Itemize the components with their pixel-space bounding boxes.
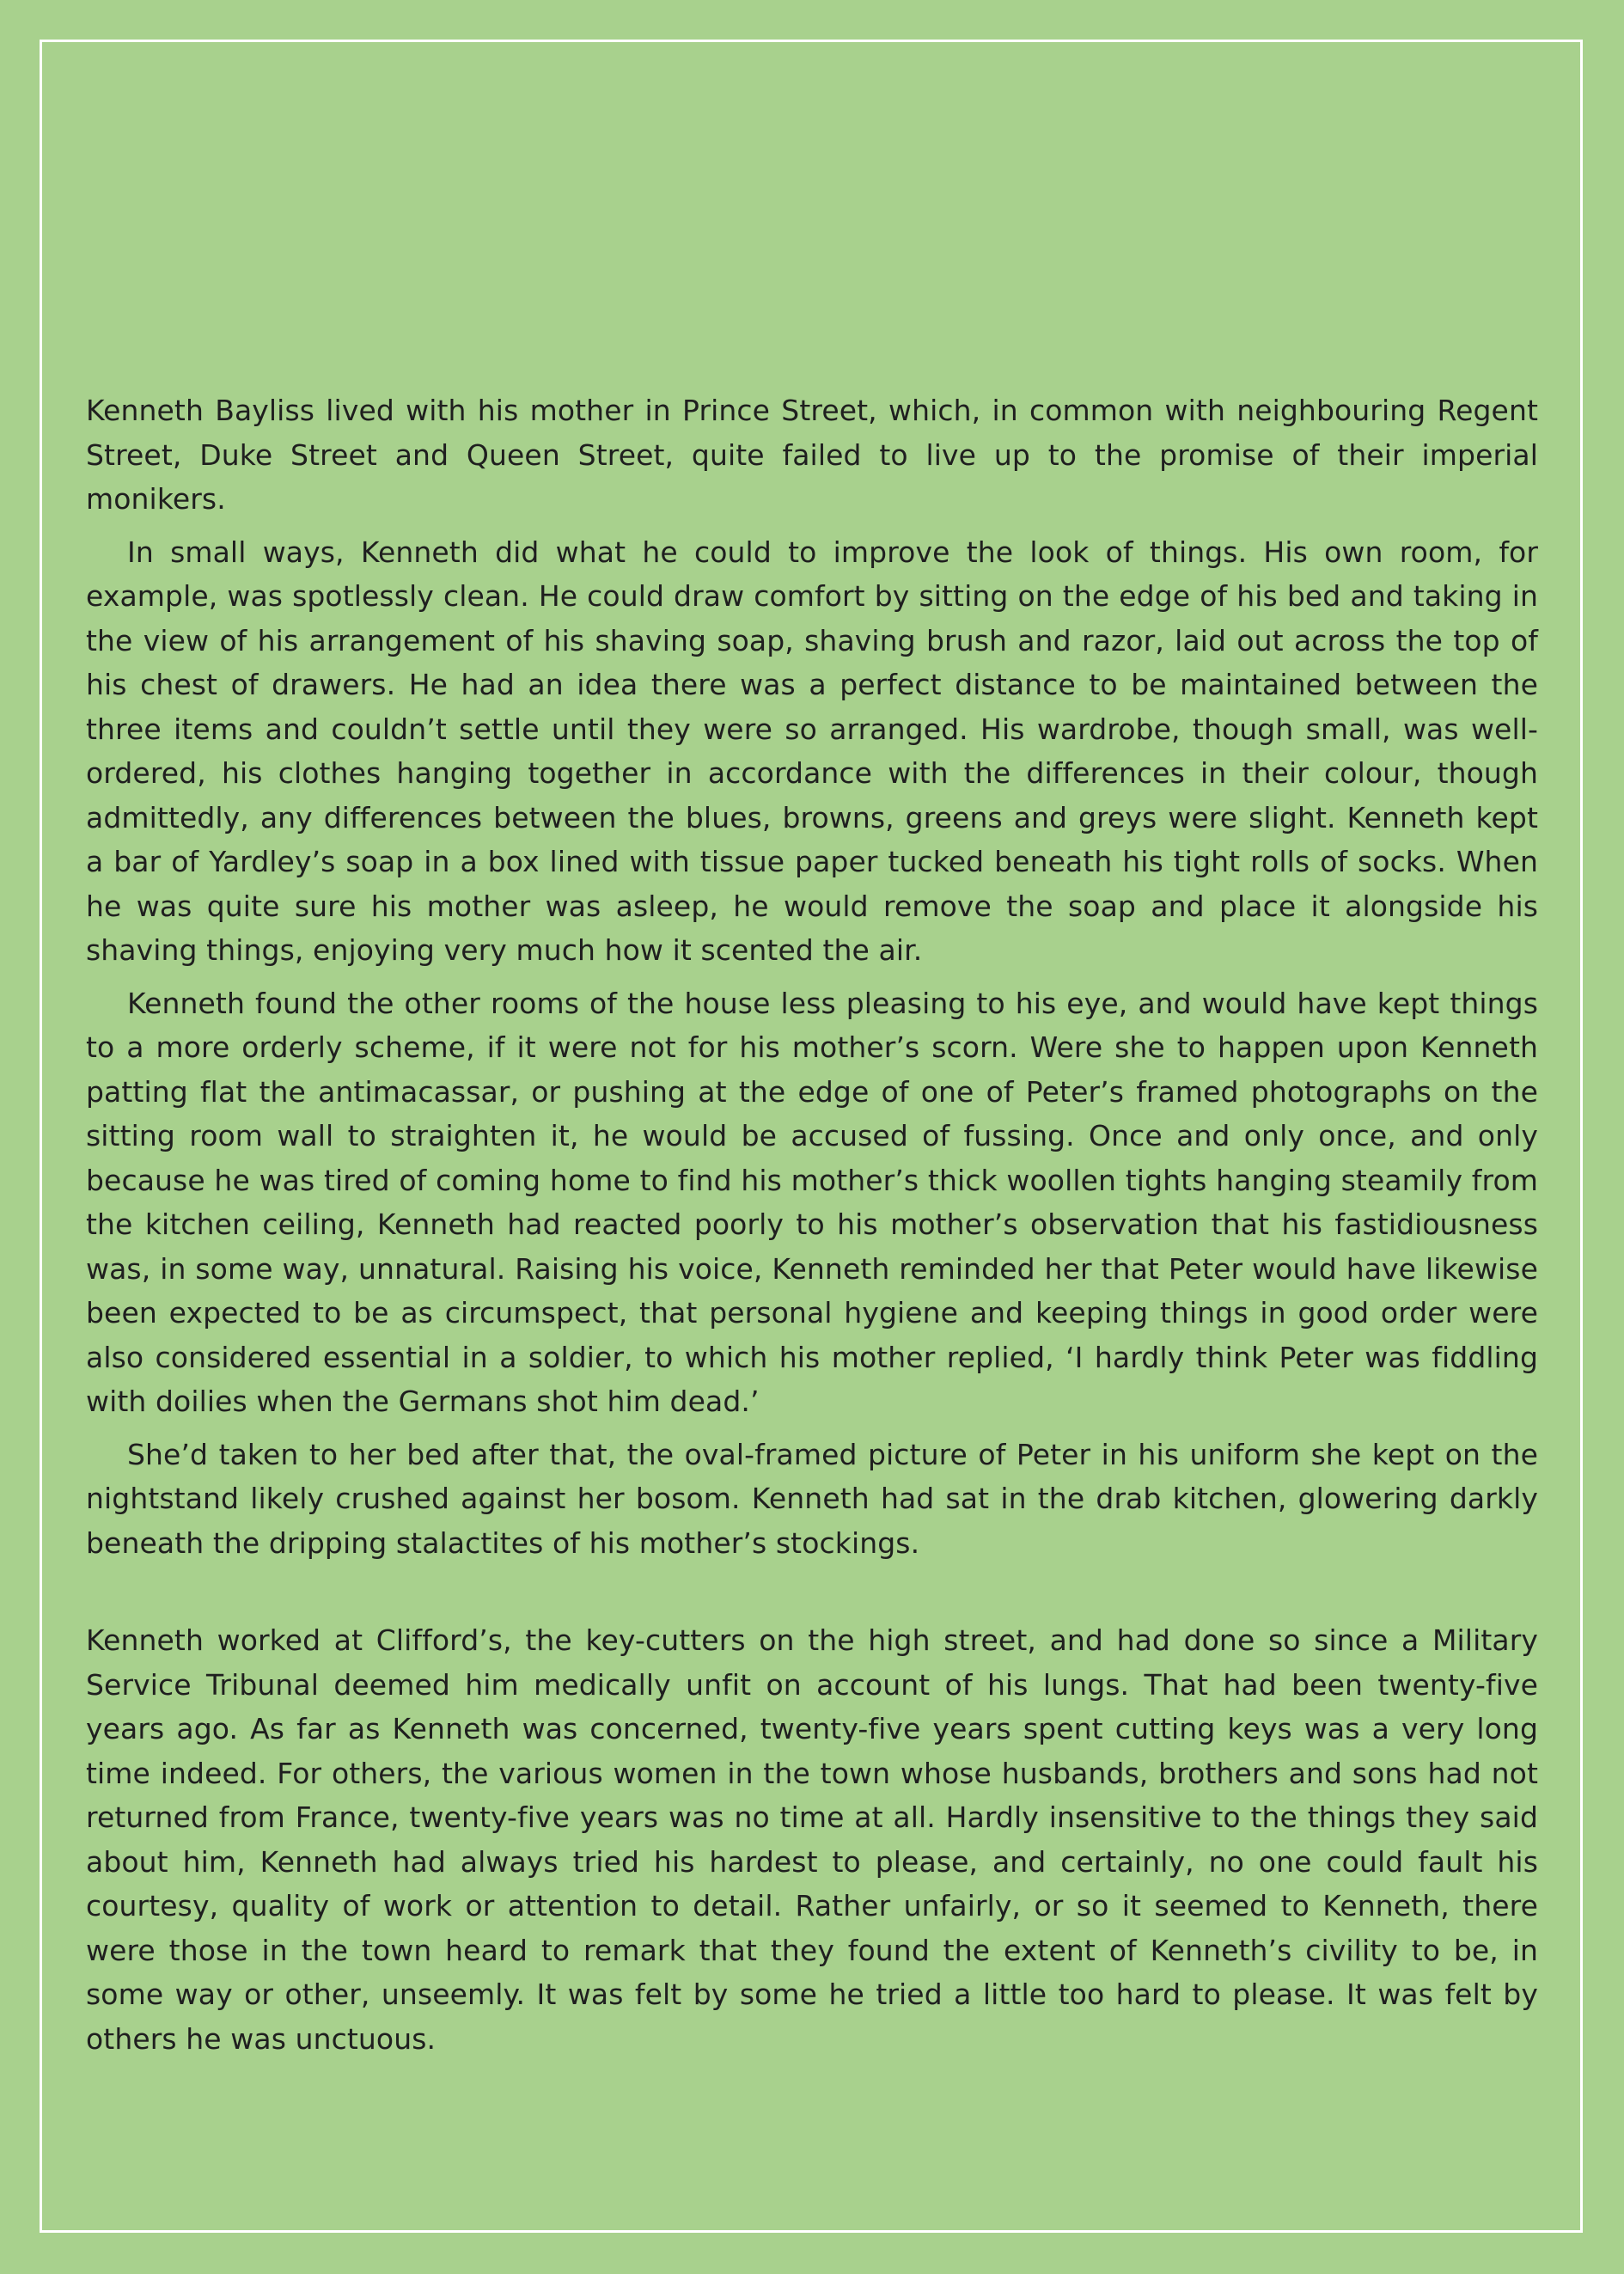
paragraph-other-rooms: Kenneth found the other rooms of the house less pleasing to his eye, and would have kept things to a more orderly scheme, if it were not for his mother’s scorn. Were she to happen upon Kenneth patting flat the antimacassar, or pushing at the edge of one of Peter’s framed photographs on the sitting room wall to straighten it, he would be accused of fussing. Once and only once, and only because he was tired of coming home to find his mother’s thick woollen tights hanging steamily from the kitchen ceiling, Kenneth had reacted poorly to his mother’s observation that his fastidiousness was, in some way, unnatural. Raising his voice, Kenneth reminded her that Peter would have likewise been expected to be as circumspect, that personal hygiene and keeping things in good order were also considered essential in a soldier, to which his mother replied, ‘I hardly think Peter was fiddling with doilies when the Germans shot him dead.’	[86, 986, 1538, 1418]
paragraph-mothers-bed: She’d taken to her bed after that, the oval-framed picture of Peter in his uniform she kept on the nightstand likely crushed against her bosom. Kenneth had sat in the drab kitchen, glowering darkly beneath the dripping stalactites of his mother’s stockings.	[86, 1437, 1538, 1560]
story-text	[86, 388, 1538, 2069]
paragraph-prince-street: Kenneth Bayliss lived with his mother in Prince Street, which, in common with neighbouring Regent Street, Duke Street and Queen Street, quite failed to live up to the promise of their imperial monikers.	[86, 394, 1538, 516]
paragraph-kenneths-room: In small ways, Kenneth did what he could to improve the look of things. His own room, for example, was spotlessly clean. He could draw comfort by sitting on the edge of his bed and taking in the view of his arrangement of his shaving soap, shaving brush and razor, laid out across the top of his chest of drawers. He had an idea there was a perfect distance to be maintained between the three items and couldn’t settle until they were so arranged. His wardrobe, though small, was well-ordered, his clothes hanging together in accordance with the differences in their colour, though admittedly, any differences between the blues, browns, greens and greys were slight. Kenneth kept a bar of Yardley’s soap in a box lined with tissue paper tucked beneath his tight rolls of socks. When he was quite sure his mother was asleep, he would remove the soap and place it alongside his shaving things, enjoying very much how it scented the air.	[86, 535, 1538, 967]
paragraph-cliffords: Kenneth worked at Clifford’s, the key-cutters on the high street, and had done so since a Military Service Tribunal deemed him medically unfit on account of his lungs. That had been twenty-five years ago. As far as Kenneth was concerned, twenty-five years spent cutting keys was a very long time indeed. For others, the various women in the town whose husbands, brothers and sons had not returned from France, twenty-five years was no time at all. Hardly insensitive to the things they said about him, Kenneth had always tried his hardest to please, and certainly, no one could fault his courtesy, quality of work or attention to detail. Rather unfairly, or so it seemed to Kenneth, there were those in the town heard to remark that they found the extent of Kenneth’s civility to be, in some way or other, unseemly. It was felt by some he tried a little too hard to please. It was felt by others he was unctuous.	[86, 1623, 1538, 2056]
